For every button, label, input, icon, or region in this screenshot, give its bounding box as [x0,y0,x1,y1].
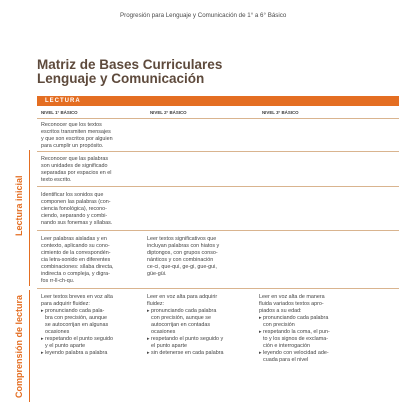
text-line: fos rr-ll-ch-qu. [41,278,75,284]
text-line: ▸ pronunciando cada palabra [263,315,329,321]
text-line: separadas por espacios en el [41,170,112,176]
text-line: incluyan palabras con hiatos y [147,243,220,249]
text-line: cimiento de la correspondén- [41,250,111,256]
page-title-line-1: Matriz de Bases Curriculares [37,57,223,72]
page-title-line-2: Lenguaje y Comunicación [37,71,205,86]
text-line: fluidez: [147,301,165,307]
text-line: componen las palabras (con- [41,199,111,205]
text-line: ▸ respetando el punto seguido [45,336,114,342]
text-line: Reconocer que los textos [41,122,102,128]
text-line: escritos transmiten mensajes [41,129,111,135]
text-line: Reconocer que las palabras [41,156,109,162]
text-line: ce-ci, que-qui, ge-gi, gue-gui, [147,264,217,270]
text-line: ciendo, separando y combi- [41,213,108,219]
text-line: para cumplir un propósito. [41,143,104,149]
text-line: combinaciones: sílaba directa, [41,264,114,270]
list-item [147,350,255,357]
text-line: con precisión, aunque se [151,315,211,321]
text-line: piados a su edad: [259,308,302,314]
text-line: ▸ pronunciando cada pala- [45,308,105,314]
text-line: y que son escritos por alguien [41,136,113,142]
text-line: ción e interrogación [263,343,311,349]
text-line: diptongos, con grupos conso- [147,250,218,256]
bullet-list [259,315,367,364]
list-item [259,329,367,350]
list-item [259,350,367,364]
cell-comprehension-col1 [41,294,145,357]
text-line: fluida variados textos apro- [259,301,324,307]
text-line: ▸ leyendo palabra a palabra [45,350,108,356]
list-item [259,315,367,329]
text-line: Leer textos breves en voz alta [41,294,113,300]
text-line: el punto aparte [151,343,187,349]
text-line: con precisión [263,322,295,328]
text-line: Leer palabras aisladas y en [41,236,107,242]
cell-row4-col2 [147,236,255,278]
side-rule-initial [29,150,30,286]
text-line: Leer textos significativos que [147,236,217,242]
list-item [41,350,145,357]
cell-comprehension-col3 [259,294,367,364]
text-line: Leer en voz alta para adquirir [147,294,218,300]
page-title [37,58,222,86]
text-line: se autocorrijan en algunas [45,322,109,328]
text-line: güe-güi. [147,271,167,277]
text-line: nánticos y con combinación [147,257,214,263]
text-line: bra con precisión, aunque [45,315,108,321]
text-line: cuada para el nivel [263,357,309,363]
side-rule-comprehension [29,290,30,402]
cell-comprehension-col2 [147,294,255,357]
divider [37,118,399,119]
divider [37,288,399,289]
cell-row2-col1 [41,156,145,184]
text-line: indirecta o compleja, y digra- [41,271,110,277]
text-line: to y los signos de exclama- [263,336,329,342]
text-line: ▸ leyendo con velocidad ade- [263,350,329,356]
list-item [147,336,255,350]
text-line: contexto, aplicando su cono- [41,243,110,249]
text-line: ▸ respetando el punto seguido y [151,336,224,342]
column-header-2: NIVEL 2° BÁSICO [150,110,187,115]
divider [37,230,399,231]
section-label: LECTURA [45,97,81,104]
cell-row1-col1 [41,122,145,150]
bullet-list [41,308,145,357]
text-line: cia letra-sonido en diferentes [41,257,111,263]
side-label-comprehension: Comprensión de lectura [14,294,24,398]
list-item [41,336,145,350]
text-line: ciencia fonológica), recono- [41,206,107,212]
section-bar [37,96,399,106]
text-line: ocasiones [45,329,70,335]
text-line: ▸ pronunciando cada palabra [151,308,217,314]
list-item [147,308,255,336]
text-line: Identificar los sonidos que [41,192,104,198]
text-line: ▸ sin detenerse en cada palabra [151,350,224,356]
text-line: Leer en voz alta de manera [259,294,325,300]
text-line: y el punto aparte [45,343,86,349]
text-line: son unidades de significado [41,163,108,169]
divider [37,186,399,187]
text-line: ocasiones [151,329,176,335]
text-line: autocorrijan en contadas [151,322,211,328]
text-line: nando sus fonemas y sílabas. [41,220,113,226]
side-label-initial: Lectura inicial [14,175,24,236]
divider [37,151,399,152]
running-header: Progresión para Lenguaje y Comunicación de 1° a 6° Básico [120,12,287,19]
cell-row4-col1 [41,236,145,285]
bullet-list [147,308,255,357]
text-line: texto escrito. [41,177,72,183]
column-header-1: NIVEL 1° BÁSICO [41,110,78,115]
list-item [41,308,145,336]
column-header-3: NIVEL 3° BÁSICO [262,110,299,115]
text-line: ▸ respetando la coma, el pun- [263,329,330,335]
cell-row3-col1 [41,192,145,227]
text-line: para adquirir fluidez: [41,301,90,307]
